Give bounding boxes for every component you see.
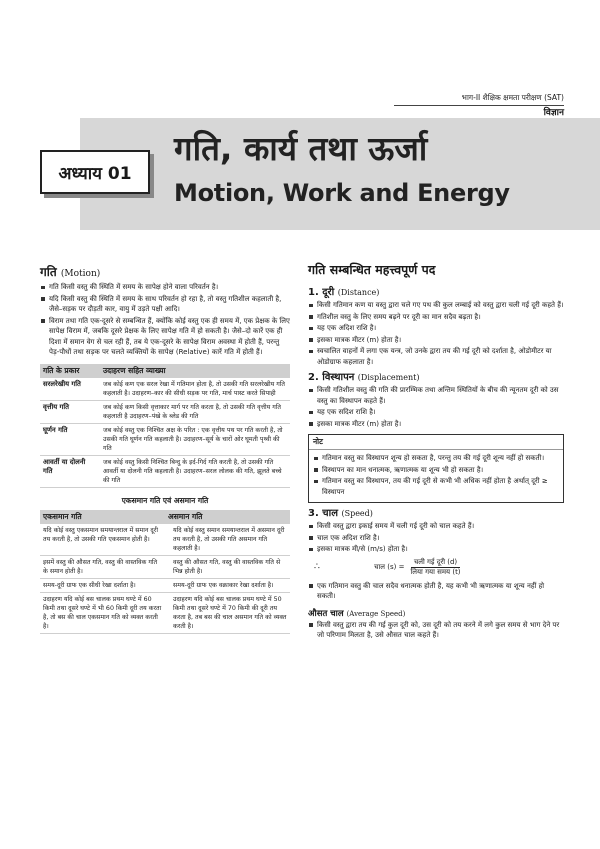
table-row <box>40 524 290 556</box>
formula-fraction <box>407 558 463 577</box>
list-item: यह एक सदिश राशि है। <box>308 407 564 418</box>
table-cell: यदि कोई वस्तु समान समयान्तराल में असमान दूरी तय करती है, तो उसकी गति असमान गति कहलाती है। <box>165 524 290 556</box>
table-header: असमान गति <box>165 510 290 524</box>
motion-type: सरलरेखीय गति <box>40 378 100 401</box>
displacement-heading <box>308 371 564 385</box>
list-item: विस्थापन का मान धनात्मक, ऋणात्मक या शून्य भी हो सकता है। <box>313 465 559 476</box>
list-item: स्वचालित वाहनों में लगा एक यन्त्र, जो उनके द्वारा तय की गई दूरी को दर्शाता है, ओडोमीटर या ओडोग्राफ कहलाता है। <box>308 346 564 367</box>
motion-heading <box>40 264 290 282</box>
speed-title-en: (Speed) <box>341 509 373 518</box>
table-row <box>40 578 290 592</box>
formula-lhs: चाल (s) = <box>374 562 405 571</box>
list-item: एक गतिमान वस्तु की चाल सदैव धनात्मक होती है, यह कभी भी ऋणात्मक या शून्य नहीं हो सकती। <box>308 581 564 602</box>
right-column <box>308 262 564 642</box>
motion-types-table <box>40 364 290 488</box>
motion-type-desc: जब कोई कण किसी वृत्ताकार मार्ग पर गति करता है, तो उसकी गति वृत्तीय गति कहलाती है उदाहरण–पंखे के ब्लेड की गति <box>100 400 290 423</box>
distance-title-en: (Distance) <box>337 288 380 297</box>
table-header: गति के प्रकार <box>40 364 100 378</box>
table-header: एकसमान गति <box>40 510 165 524</box>
terms-heading: गति सम्बन्धित महत्त्वपूर्ण पद <box>308 262 436 277</box>
table-cell: वस्तु की औसत गति, वस्तु की वास्तविक गति से भिन्न होती है। <box>165 555 290 578</box>
distance-title: दूरी <box>322 287 335 298</box>
list-item: यह एक अदिश राशि है। <box>308 323 564 334</box>
note-bullets <box>313 453 559 497</box>
motion-heading-hi: गति <box>40 265 57 279</box>
distance-bullets <box>308 300 564 367</box>
motion-type-desc: जब कोई वस्तु किसी निश्चित बिन्दु के इर्द-गिर्द गति करती है, तो उसकी गति आवर्ती या दोलनी गति कहलाती है। उदाहरण–सरल लोलक की गति, झूलते बच्चे की गति <box>100 455 290 487</box>
motion-type-desc: जब कोई वस्तु एक निश्चित अक्ष के परित : एक वृत्तीय पथ पर गति करती है, तो उसकी गति घूर्णन गति कहलाती है। उदाहरण–सूर्य के चारों ओर घूमती पृथ्वी की गति <box>100 423 290 455</box>
speed-formula <box>314 558 564 577</box>
note-box <box>308 434 564 503</box>
list-item: किसी गतिशील वस्तु की गति की प्रारम्भिक तथा अन्तिम स्थितियों के बीच की न्यूनतम दूरी को उस वस्तु का विस्थापन कहते हैं। <box>308 385 564 406</box>
table-header: उदाहरण सहित व्याख्या <box>100 364 290 378</box>
displacement-title: विस्थापन <box>322 372 355 383</box>
table-row <box>40 423 290 455</box>
uniform-table-caption: एकसमान गति एवं असमान गति <box>121 495 209 505</box>
motion-heading-en: (Motion) <box>60 269 101 279</box>
chapter-title-hindi: गति, कार्य तथा ऊर्जा <box>174 129 428 168</box>
list-item: किसी वस्तु द्वारा इकाई समय में चली गई दूरी को चाल कहते हैं। <box>308 521 564 532</box>
formula-denominator: लिया गया समय (t) <box>410 567 461 576</box>
uniform-motion-table <box>40 510 290 634</box>
motion-type-desc: जब कोई कण एक सरल रेखा में गतिमान होता है, तो उसकी गति सरलरेखीय गति कहलाती है। उदाहरण–कार की सीधी सड़क पर गति, मार्च पास्ट करते सिपाही <box>100 378 290 401</box>
table-row <box>40 378 290 401</box>
chapter-title-english: Motion, Work and Energy <box>174 179 510 207</box>
list-item: गतिमान वस्तु का विस्थापन, तय की गई दूरी से कभी भी अधिक नहीं होता है अर्थात् दूरी ≥ विस्थापन <box>313 476 559 497</box>
list-item: इसका मात्रक मीटर (m) होता है। <box>308 335 564 346</box>
distance-heading <box>308 286 564 300</box>
list-item: किसी गतिमान कण या वस्तु द्वारा चले गए पथ की कुल लम्बाई को वस्तु द्वारा चली गई दूरी कहते हैं। <box>308 300 564 311</box>
table-row <box>40 455 290 487</box>
average-speed-heading <box>308 608 564 620</box>
speed-bullets-2 <box>308 581 564 602</box>
list-item: चाल एक अदिश राशि है। <box>308 533 564 544</box>
chapter-badge: अध्याय 01 <box>40 150 150 194</box>
list-item: यदि किसी वस्तु की स्थिति में समय के साथ परिवर्तन हो रहा है, तो वस्तु गतिशील कहलाती है, जैसे–सड़क पर दौड़ती कार, वायु में उड़ते पक्षी आदि। <box>40 294 290 315</box>
running-head-part: भाग-II शैक्षिक क्षमता परीक्षण (SAT) <box>394 92 564 106</box>
list-item: इसका मात्रक मी/से (m/s) होता है। <box>308 544 564 555</box>
left-column <box>40 264 290 634</box>
average-speed-title-en: (Average Speed) <box>346 609 406 618</box>
table-cell: इसमें वस्तु की औसत गति, वस्तु की वास्तविक गति के समान होती है। <box>40 555 165 578</box>
table-row <box>40 400 290 423</box>
table-cell: यदि कोई वस्तु एकसमान समयान्तराल में समान दूरी तय करती है, तो उसकी गति एकसमान होती है। <box>40 524 165 556</box>
list-item: गतिशील वस्तु के लिए समय बढ़ने पर दूरी का मान सदैव बढ़ता है। <box>308 312 564 323</box>
running-head-subject: विज्ञान <box>543 108 564 118</box>
motion-type: वृत्तीय गति <box>40 400 100 423</box>
motion-type: घूर्णन गति <box>40 423 100 455</box>
table-row <box>40 592 290 633</box>
motion-type: आवर्ती या दोलनी गति <box>40 455 100 487</box>
section-number: 1. <box>308 287 319 298</box>
formula-numerator: चली गई दूरी (d) <box>411 558 460 568</box>
note-title: नोट <box>309 435 563 450</box>
therefore-symbol: ∴ <box>314 562 320 572</box>
speed-title: चाल <box>322 508 338 519</box>
list-item: गति किसी वस्तु की स्थिति में समय के सापेक्ष होने वाला परिवर्तन है। <box>40 282 290 293</box>
displacement-bullets <box>308 385 564 429</box>
table-cell: समय-दूरी ग्राफ एक सीधी रेखा दर्शाता है। <box>40 578 165 592</box>
average-speed-title: औसत चाल <box>308 608 344 619</box>
table-row <box>40 555 290 578</box>
list-item: गतिमान वस्तु का विस्थापन शून्य हो सकता है, परन्तु तय की गई दूरी शून्य नहीं हो सकती। <box>313 453 559 464</box>
motion-bullets <box>40 282 290 358</box>
table-cell: उदाहरण यदि कोई बस चालक प्रथम घण्टे में 50 किमी तथा दूसरे घण्टे में 70 किमी की दूरी तय करता है, तब बस की चाल असमान गति को व्यक्त करती है। <box>165 592 290 633</box>
average-speed-bullets <box>308 620 564 641</box>
list-item: इसका मात्रक मीटर (m) होता है। <box>308 419 564 430</box>
table-cell: उदाहरण यदि कोई बस चालक प्रथम घण्टे में 60 किमी तथा दूसरे घण्टे में भी 60 किमी दूरी तय करता है, तो बस की चाल एकसमान गति को व्यक्त करती है। <box>40 592 165 633</box>
list-item: विराम तथा गति एक-दूसरे से सम्बन्धित हैं, क्योंकि कोई वस्तु एक ही समय में, एक प्रेक्षक के लिए सापेक्ष विराम में, जबकि दूसरे प्रेक्षक के लिए सापेक्ष गति में हो सकती है। जैसे–दो कारें एक ही दिशा में समान वेग से चल रही हैं, तब ये एक-दूसरे के सापेक्ष विराम अवस्था में होती हैं, परन्तु पेड़-पौधों तथा सड़क पर चलते व्यक्तियों के सापेक्ष (Relative) कारें गति में होती हैं। <box>40 316 290 358</box>
table-cell: समय-दूरी ग्राफ एक वक्राकार रेखा दर्शाता है। <box>165 578 290 592</box>
running-head <box>394 92 564 119</box>
section-number: 3. <box>308 508 319 519</box>
speed-bullets <box>308 521 564 555</box>
list-item: किसी वस्तु द्वारा तय की गई कुल दूरी को, उस दूरी को तय करने में लगे कुल समय से भाग देने पर जो परिणाम मिलता है, उसे औसत चाल कहते हैं। <box>308 620 564 641</box>
displacement-title-en: (Displacement) <box>357 373 420 382</box>
speed-heading <box>308 507 564 521</box>
section-number: 2. <box>308 372 319 383</box>
